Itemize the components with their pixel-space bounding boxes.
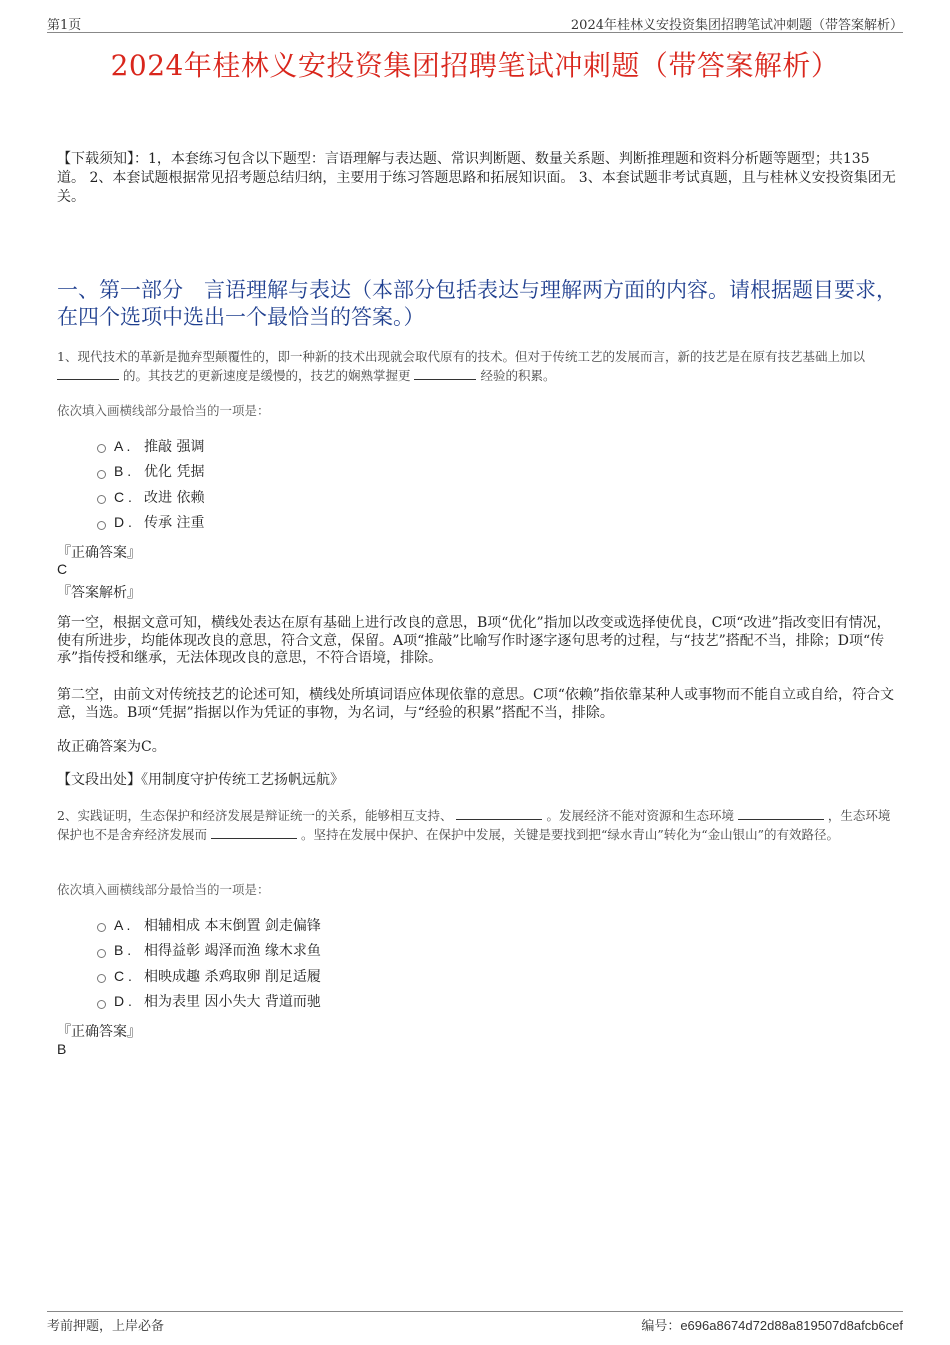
radio-icon[interactable] — [97, 974, 106, 983]
document-code: 编号：e696a8674d72d88a819507d8afcb6cef — [641, 1318, 903, 1334]
radio-icon[interactable] — [97, 521, 106, 530]
blank-line — [211, 826, 297, 839]
option-b[interactable]: B . 相得益彰 竭泽而渔 缘木求鱼 — [97, 938, 321, 964]
analysis-paragraph-2: 第二空，由前文对传统技艺的论述可知，横线处所填词语应体现依靠的意思。C项“依赖”指依靠某种人或事物而不能自立或自给，符合文意，当选。B项“凭据”指据以作为凭证的事物，为名词，与“经验的积累”搭配不当，排除。 — [57, 687, 895, 721]
analysis-paragraph-1: 第一空，根据文意可知，横线处表达在原有基础上进行改良的意思，B项“优化”指加以改变或选择使优良，C项“改进”指改变旧有情况，使有所进步，均能体现改良的意思，符合文意，保留。A项“推敲”比喻写作时逐字逐句思考的过程，与“技艺”搭配不当，排除；D项“传承”指传授和继承，无法体现改良的意思，不符合语境，排除。 — [57, 615, 891, 666]
option-b[interactable]: B . 优化 凭据 — [97, 459, 204, 485]
question-2-stem: 2、实践证明，生态保护和经济发展是辩证统一的关系，能够相互支持、 。发展经济不能对资源和生态环境 ，生态环境保护也不是舍弃经济发展而 。坚持在发展中保护、在保护中发展，关键是要找到把“绿水青山”转化为“金山银山”的有效路径。 — [57, 808, 891, 842]
question-2-prompt: 依次填入画横线部分最恰当的一项是： — [57, 882, 270, 897]
question-2-options — [97, 912, 321, 1014]
blank-line — [414, 367, 476, 380]
radio-icon[interactable] — [97, 470, 106, 479]
page-footer — [47, 1311, 903, 1334]
radio-icon[interactable] — [97, 444, 106, 453]
page-number: 第1页 — [47, 18, 82, 33]
answer-label: 『正确答案』 — [57, 1024, 141, 1040]
blank-line — [738, 807, 824, 820]
option-d[interactable]: D . 相为表里 因小失大 背道而驰 — [97, 989, 321, 1015]
answer-value: C — [57, 561, 68, 577]
question-1-prompt: 依次填入画横线部分最恰当的一项是： — [57, 403, 270, 418]
answer-value: B — [57, 1041, 67, 1057]
header-doc-title: 2024年桂林义安投资集团招聘笔试冲刺题（带答案解析） — [570, 18, 903, 33]
analysis-conclusion: 故正确答案为C。 — [57, 739, 166, 755]
blank-line — [456, 807, 542, 820]
option-a[interactable]: A . 推敲 强调 — [97, 433, 204, 459]
analysis-label: 『答案解析』 — [57, 585, 141, 601]
option-c[interactable]: C . 相映成趣 杀鸡取卵 削足适履 — [97, 963, 321, 989]
option-d[interactable]: D . 传承 注重 — [97, 510, 204, 536]
answer-label: 『正确答案』 — [57, 545, 141, 561]
download-notice: 【下载须知】：1，本套练习包含以下题型：言语理解与表达题、常识判断题、数量关系题、判断推理题和资料分析题等题型；共135道。 2、本套试题根据常见招考题总结归纳，主要用于练习答题思路和拓展知识面。 3、本套试题非考试真题，且与桂林义安投资集团无关。 — [57, 151, 896, 205]
radio-icon[interactable] — [97, 949, 106, 958]
page-header — [47, 14, 903, 33]
radio-icon[interactable] — [97, 1000, 106, 1009]
question-1-stem: 1、现代技术的革新是抛弃型颠覆性的，即一种新的技术出现就会取代原有的技术。但对于传统工艺的发展而言，新的技艺是在原有技艺基础上加以 的。其技艺的更新速度是缓慢的，技艺的娴熟掌握更 经验的积累。 — [57, 349, 865, 383]
question-1-options — [97, 433, 204, 535]
radio-icon[interactable] — [97, 495, 106, 504]
option-c[interactable]: C . 改进 依赖 — [97, 484, 204, 510]
option-a[interactable]: A . 相辅相成 本末倒置 剑走偏锋 — [97, 912, 321, 938]
section-heading: 一、第一部分 言语理解与表达（本部分包括表达与理解两方面的内容。请根据题目要求，在四个选项中选出一个最恰当的答案。） — [57, 278, 897, 329]
blank-line — [57, 367, 119, 380]
radio-icon[interactable] — [97, 923, 106, 932]
text-source: 【文段出处】《用制度守护传统工艺扬帆远航》 — [57, 772, 344, 788]
document-title: 2024年桂林义安投资集团招聘笔试冲刺题（带答案解析） — [110, 49, 840, 82]
footer-slogan: 考前押题，上岸必备 — [47, 1319, 165, 1334]
